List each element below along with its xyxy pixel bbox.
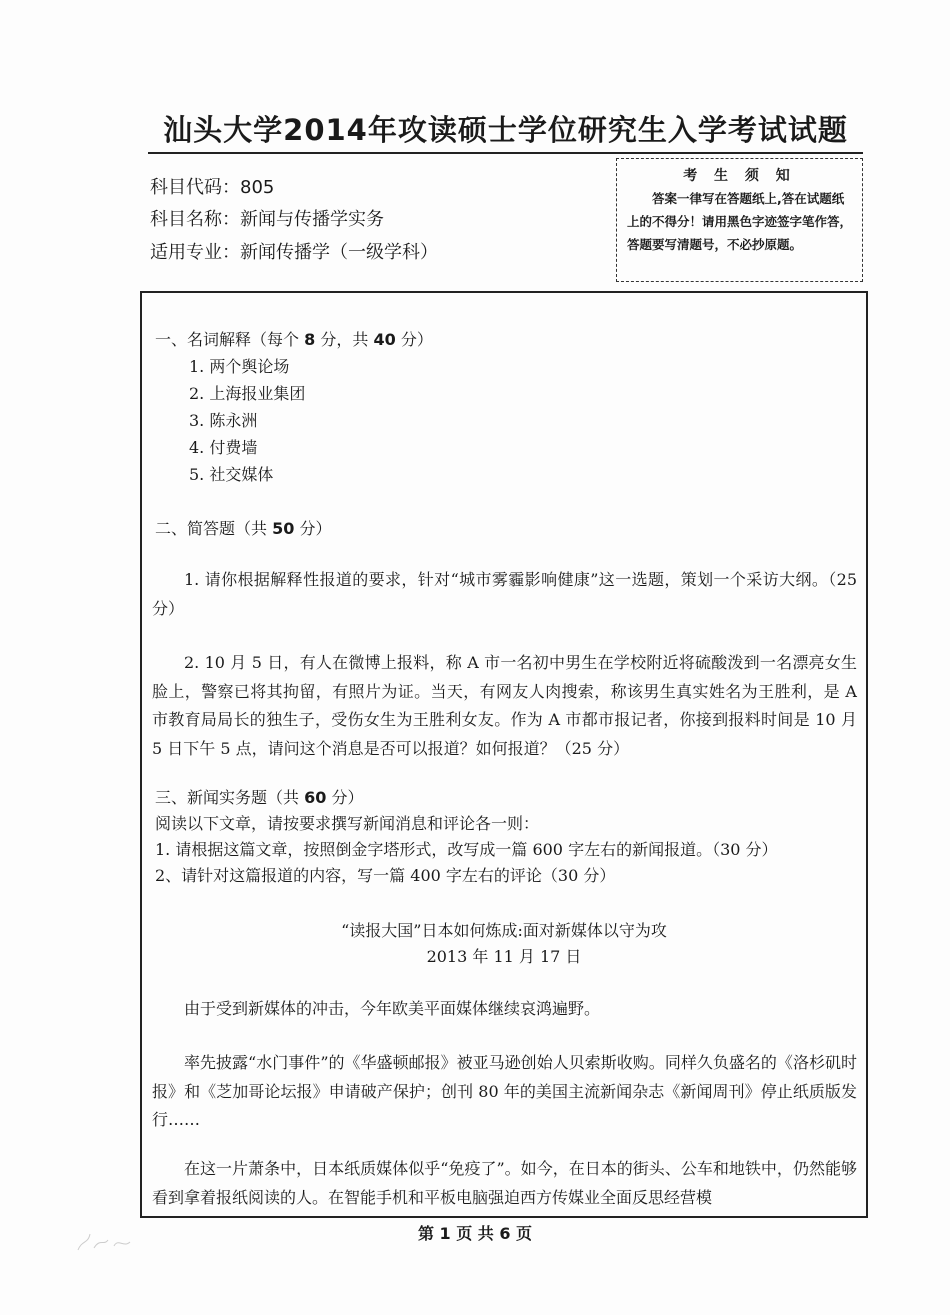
short-answer-question-1: 1. 请你根据解释性报道的要求，针对“城市雾霾影响健康”这一选题，策划一个采访大纲。（25 分）: [152, 570, 857, 618]
title-underline: [148, 152, 863, 154]
article-paragraph: 在这一片萧条中，日本纸质媒体似乎“免疫了”。如今，在日本的街头、公车和地铁中，仍然能够看到拿着报纸阅读的人。在智能手机和平板电脑强迫西方传媒业全面反思经营模: [152, 1159, 857, 1207]
subject-name: 科目名称：新闻与传播学实务: [150, 209, 384, 230]
section2-heading: 二、简答题（共 50 分）: [155, 519, 332, 538]
term-item: 5. 社交媒体: [189, 465, 274, 484]
page-number: 第 1 页 共 6 页: [417, 1224, 533, 1243]
section3-task-1: 1. 请根据这篇文章，按照倒金字塔形式，改写成一篇 600 字左右的新闻报道。（30 分）: [155, 840, 778, 859]
term-item: 3. 陈永洲: [189, 411, 258, 430]
notice-body: 答案一律写在答题纸上,答在试题纸上的不得分！请用黑色字迹签字笔作答，答题要写清题号，不必抄原题。: [627, 191, 853, 252]
term-item: 1. 两个舆论场: [189, 357, 290, 376]
article-paragraph: 率先披露“水门事件”的《华盛顿邮报》被亚马逊创始人贝索斯收购。同样久负盛名的《洛杉矶时报》和《芝加哥论坛报》申请破产保护；创刊 80 年的美国主流新闻杂志《新闻周刊》停止纸质版发行……: [152, 1053, 857, 1129]
term-item: 4. 付费墙: [189, 438, 258, 457]
term-item: 2. 上海报业集团: [189, 384, 306, 403]
article-title: “读报大国”日本如何炼成:面对新媒体以守为攻: [341, 921, 667, 940]
pencil-scribble: [70, 1220, 140, 1260]
article-date: 2013 年 11 月 17 日: [426, 947, 582, 966]
section3-heading: 三、新闻实务题（共 60 分）: [155, 788, 364, 807]
exam-title: 汕头大学2014年攻读硕士学位研究生入学考试试题: [163, 113, 848, 147]
short-answer-question-2: 2. 10 月 5 日，有人在微博上报料，称 A 市一名初中男生在学校附近将硫酸泼到一名漂亮女生脸上，警察已将其拘留，有照片为证。当天，有网友人肉搜索，称该男生真实姓名为王胜利，是 A 市教育局局长的独生子，受伤女生为王胜利女友。作为 A 市都市报记者，你接到报料时间是 10 月 5 日下午 5 点，请问这个消息是否可以报道？如何报道？（25 分）: [152, 653, 857, 758]
section1-heading: 一、名词解释（每个 8 分，共 40 分）: [155, 330, 433, 349]
section3-intro: 阅读以下文章，请按要求撰写新闻消息和评论各一则：: [155, 814, 540, 833]
candidate-notice-box: [616, 158, 863, 282]
section3-task-2: 2、请针对这篇报道的内容，写一篇 400 字左右的评论（30 分）: [155, 866, 616, 885]
subject-code: 科目代码：805: [150, 177, 275, 198]
applicable-major: 适用专业：新闻传播学（一级学科）: [150, 242, 438, 263]
article-paragraph: 由于受到新媒体的冲击，今年欧美平面媒体继续哀鸿遍野。: [184, 999, 601, 1018]
notice-title: 考 生 须 知: [683, 168, 796, 184]
exam-content-frame: [140, 291, 868, 1218]
